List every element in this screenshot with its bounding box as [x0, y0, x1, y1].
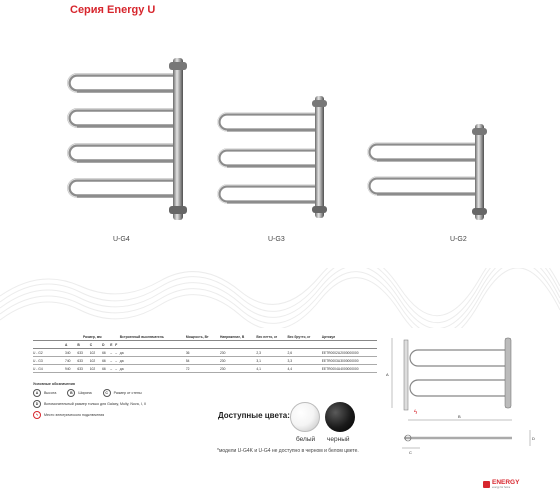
cell-net: 4,1 [256, 365, 287, 373]
cell-e: – [110, 357, 115, 365]
legend-text: Место электрического подключения [44, 413, 105, 417]
towel-rail-u-g3-image [205, 92, 335, 222]
cell-power: 54 [186, 357, 220, 365]
spec-letter: B [77, 341, 89, 349]
logo-brand: ENERGY [492, 479, 520, 486]
cell-model: U - G4 [33, 365, 65, 373]
cell-c: 102 [90, 365, 102, 373]
cell-f: – [115, 365, 120, 373]
cell-d: 66 [102, 365, 110, 373]
cell-power: 36 [186, 349, 220, 357]
cell-c: 102 [90, 349, 102, 357]
cell-voltage: 230 [220, 365, 256, 373]
cell-net: 3,1 [256, 357, 287, 365]
legend-text: Ширина [78, 391, 92, 395]
cell-b: 633 [77, 357, 89, 365]
legend-row-d [33, 400, 146, 408]
table-row [33, 349, 377, 357]
caption-u-g2: U-G2 [450, 236, 467, 243]
cell-gross: 4,4 [287, 365, 321, 373]
wave-pattern-decoration [0, 268, 560, 328]
cell-f: – [115, 357, 120, 365]
cell-voltage: 230 [220, 349, 256, 357]
legend-symbol: C [103, 389, 111, 397]
drawing-dim-a: A [386, 372, 389, 377]
spec-letter: C [90, 341, 102, 349]
cell-switch: да [120, 357, 186, 365]
spec-sub-model [33, 341, 65, 349]
cell-net: 2,3 [256, 349, 287, 357]
spec-header-power: Мощность, Вт [186, 334, 220, 341]
spec-table [33, 334, 377, 373]
cell-d: 66 [102, 349, 110, 357]
legend-title: Условные обозначения [33, 382, 75, 386]
cell-article: EETR0004U4000000000 [322, 365, 377, 373]
towel-rail-u-g2-image [355, 120, 495, 230]
legend-symbol: D [33, 400, 41, 408]
spec-header-net: Вес нетто, кг [256, 334, 287, 341]
cell-c: 102 [90, 357, 102, 365]
cell-a: 740 [65, 357, 77, 365]
color-swatch-black [325, 402, 355, 432]
legend-text: Высота [44, 391, 57, 395]
spec-header-article: Артикул [322, 334, 377, 341]
table-row [33, 365, 377, 373]
cell-power: 72 [186, 365, 220, 373]
spec-header-size: Размер, мм [65, 334, 120, 341]
legend-symbol: B [67, 389, 75, 397]
cell-switch: да [120, 365, 186, 373]
spec-header-voltage: Напряжение, В [220, 334, 256, 341]
legend-symbol: A [33, 389, 41, 397]
legend-text: Вспомогательный размер только для Galaxy, Multy, Nova, I, II [44, 402, 146, 406]
cell-model: U - G3 [33, 357, 65, 365]
spec-header-gross: Вес брутто, кг [287, 334, 321, 341]
cell-f: – [115, 349, 120, 357]
spec-sub-spacer [120, 341, 377, 349]
spec-header-switch: Встроенный выключатель [120, 334, 186, 341]
cell-e: – [110, 365, 115, 373]
drawing-dim-b: B [458, 414, 461, 419]
cell-gross: 2,6 [287, 349, 321, 357]
spec-letter: F [115, 341, 120, 349]
energy-logo-mark-icon [483, 481, 490, 488]
drawing-dim-d: D [532, 436, 535, 441]
cell-e: – [110, 349, 115, 357]
caption-u-g4: U-G4 [113, 236, 130, 243]
energy-logo [483, 480, 519, 489]
cell-a: 340 [65, 349, 77, 357]
drawing-dim-c: C [409, 450, 412, 455]
electric-connection-icon: ϟ [33, 411, 41, 419]
color-label-black: черный [327, 436, 350, 443]
colors-title: Доступные цвета: [218, 411, 290, 420]
legend-text: Размер от стены [113, 391, 142, 395]
color-swatch-white [290, 402, 320, 432]
towel-rail-u-g4-image [55, 50, 195, 230]
caption-u-g3: U-G3 [268, 236, 285, 243]
cell-model: U - G2 [33, 349, 65, 357]
legend [33, 382, 146, 422]
cell-a: 940 [65, 365, 77, 373]
colors-note: *модели U-G4K и U-G4 не доступно в черном и белом цвете. [217, 448, 359, 454]
svg-text:ϟ: ϟ [414, 410, 418, 416]
technical-drawing [372, 330, 542, 460]
cell-switch: да [120, 349, 186, 357]
cell-article: EETR0002U2000000000 [322, 349, 377, 357]
logo-tagline: energy for home [492, 486, 511, 489]
legend-row-ab [33, 389, 146, 397]
cell-gross: 3,3 [287, 357, 321, 365]
cell-b: 633 [77, 365, 89, 373]
series-title: Серия Energy U [70, 4, 156, 16]
cell-voltage: 230 [220, 357, 256, 365]
spec-letter: D [102, 341, 110, 349]
color-label-white: белый [296, 436, 316, 443]
cell-b: 633 [77, 349, 89, 357]
cell-article: EETR0003U3000000000 [322, 357, 377, 365]
spec-letter: E [110, 341, 115, 349]
cell-d: 66 [102, 357, 110, 365]
legend-row-electric [33, 411, 146, 419]
spec-letter: A [65, 341, 77, 349]
table-row [33, 357, 377, 365]
